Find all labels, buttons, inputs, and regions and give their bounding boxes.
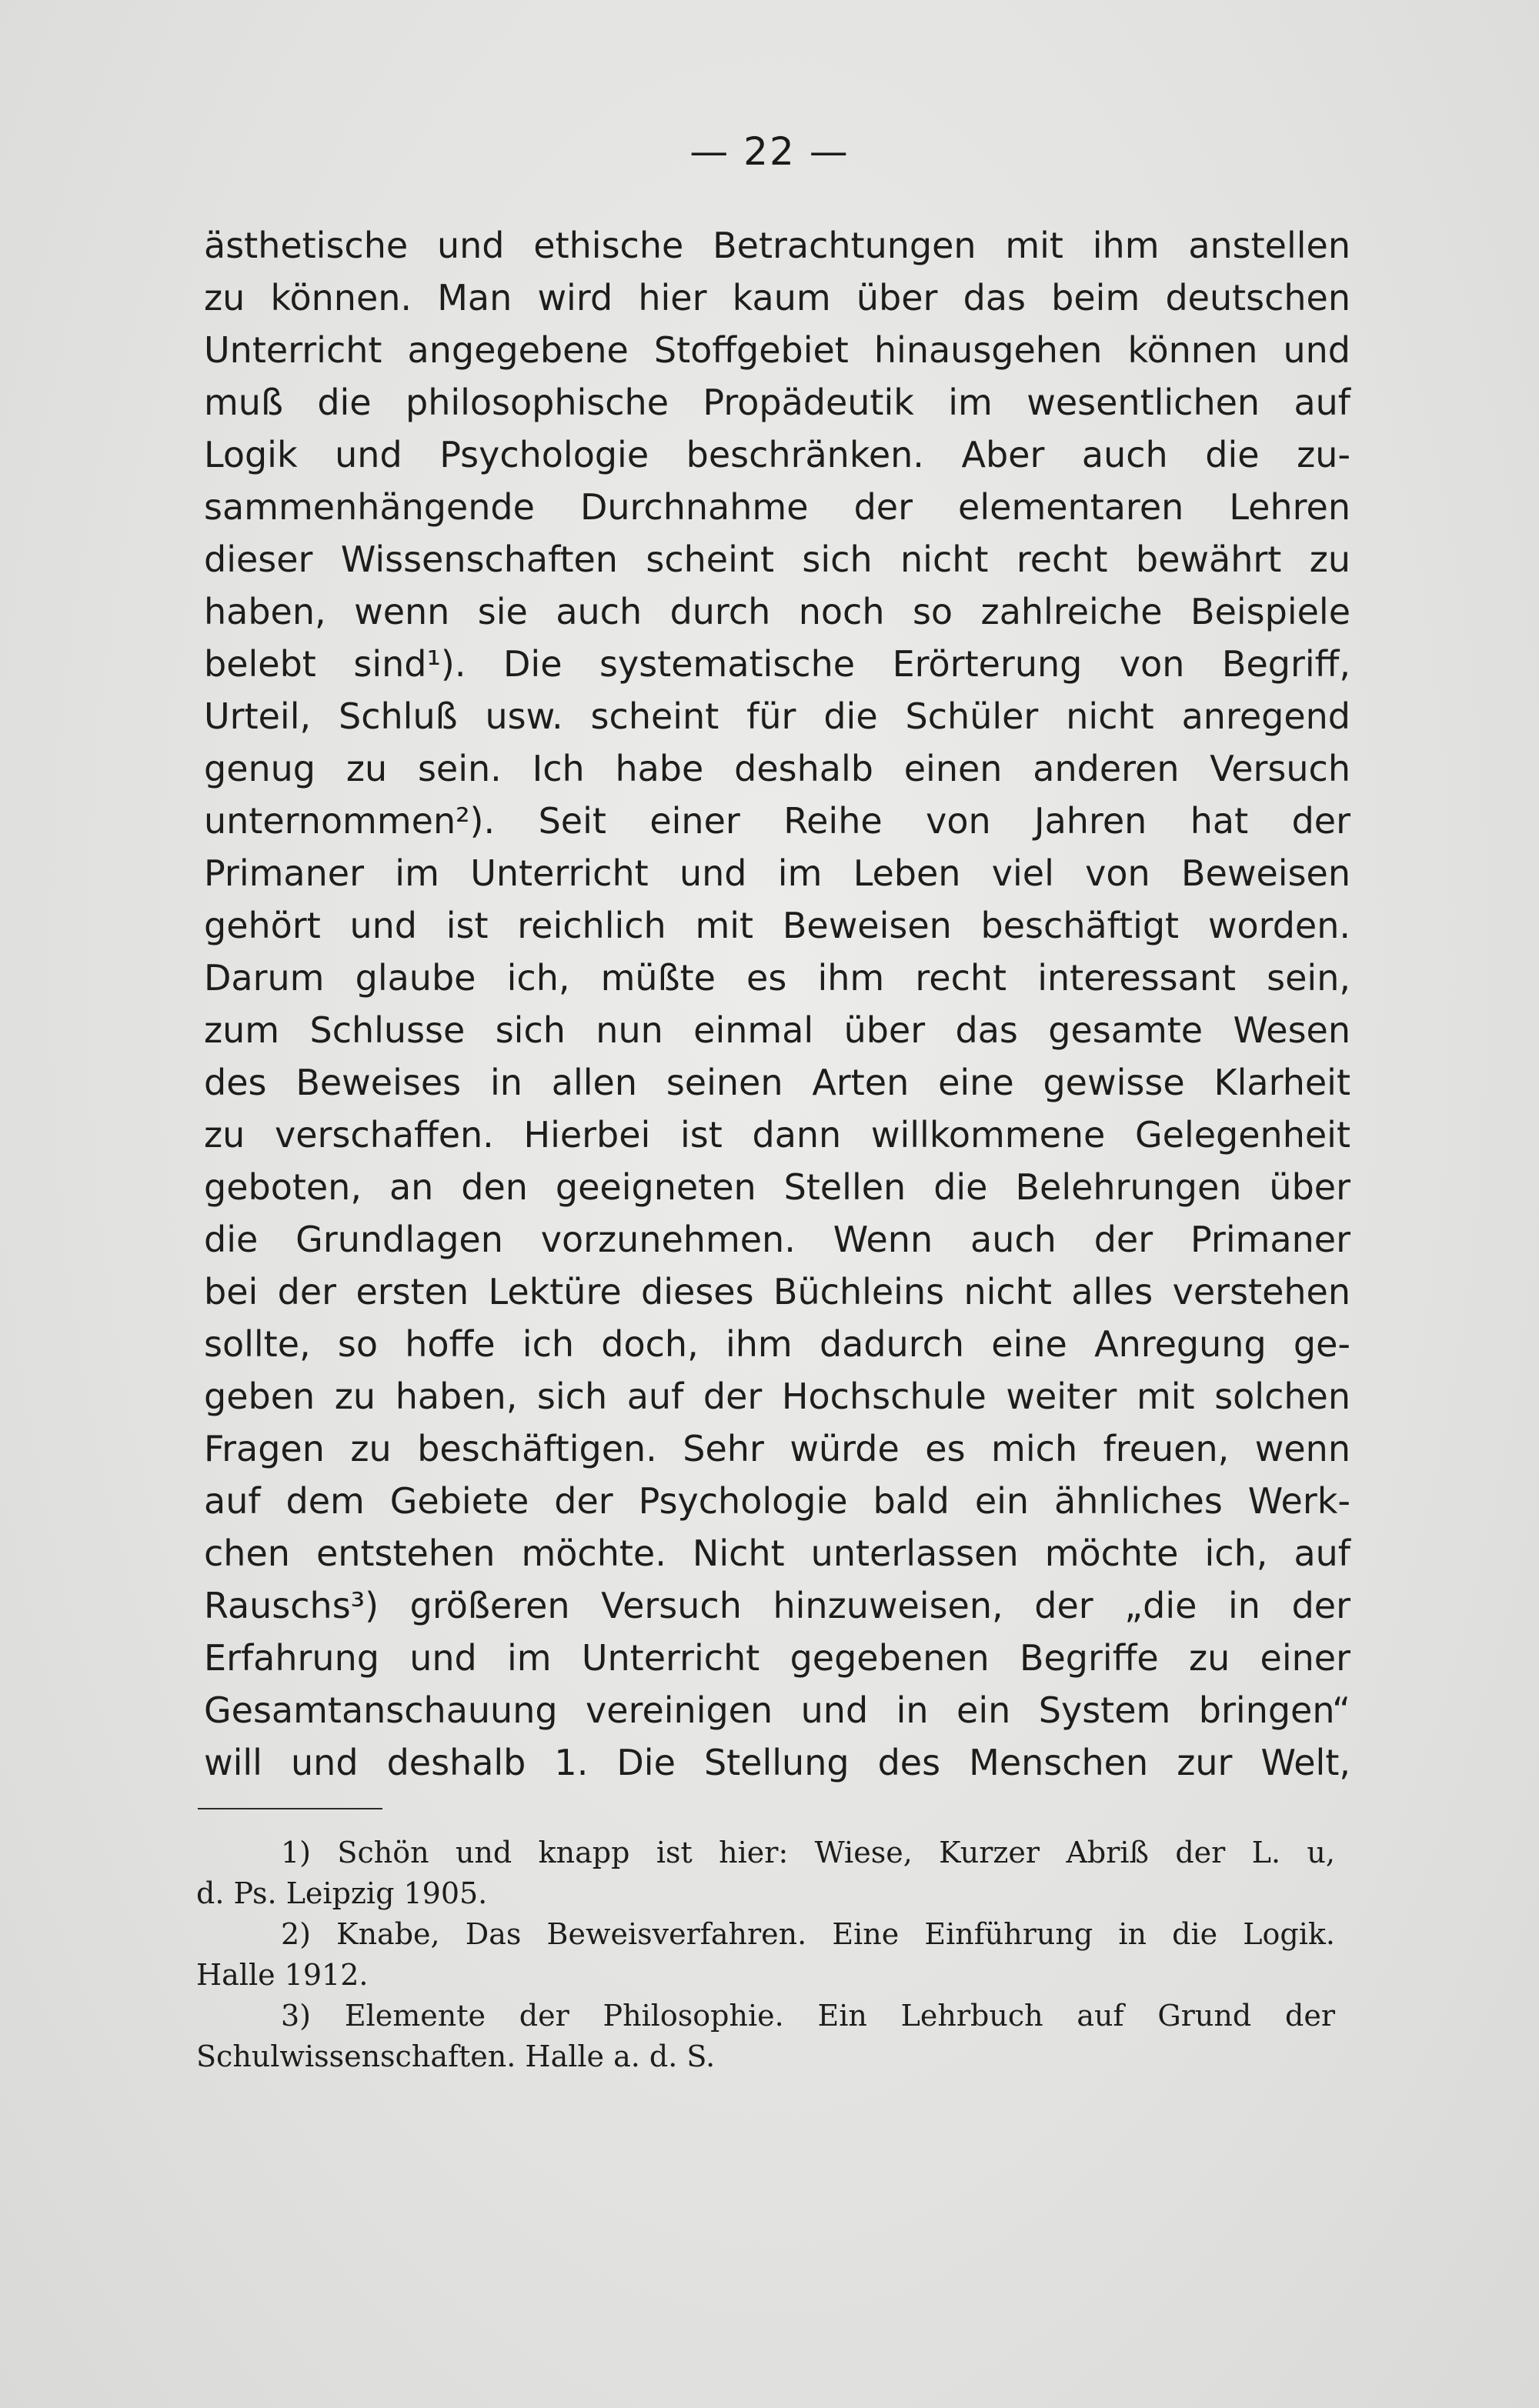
footnote-divider [198, 1808, 382, 1809]
text-line: Darum glaube ich, müßte es ihm recht interessant sein, [204, 957, 1350, 999]
text-line: zu verschaffen. Hierbei ist dann willkommene Gelegenheit [204, 1114, 1350, 1156]
text-line: dieser Wissenschaften scheint sich nicht recht bewährt zu [204, 539, 1350, 580]
text-line: belebt sind¹). Die systematische Erörterung von Begriff, [204, 643, 1350, 685]
footnotes [196, 1833, 1335, 2077]
footnote-line: Schulwissenschaften. Halle a. d. S. [196, 2039, 716, 2073]
text-line: Erfahrung und im Unterricht gegebenen Begriffe zu einer [204, 1637, 1350, 1679]
footnote-line: 1) Schön und knapp ist hier: Wiese, Kurzer Abriß der L. u, [281, 1836, 1335, 1869]
text-line: Gesamtanschauung vereinigen und in ein System bringen“ [204, 1689, 1350, 1731]
text-line: ästhetische und ethische Betrachtungen mit ihm anstellen [204, 225, 1350, 266]
footnote-line: 2) Knabe, Das Beweisverfahren. Eine Einführung in die Logik. [281, 1917, 1335, 1951]
text-line: sammenhängende Durchnahme der elementaren Lehren [204, 486, 1350, 528]
text-line: genug zu sein. Ich habe deshalb einen anderen Versuch [204, 748, 1350, 789]
text-line: Logik und Psychologie beschränken. Aber auch die zu- [204, 434, 1350, 475]
footnote-line: Halle 1912. [196, 1958, 369, 1992]
text-line: zum Schlusse sich nun einmal über das gesamte Wesen [204, 1009, 1350, 1051]
footnote-line: 3) Elemente der Philosophie. Ein Lehrbuch auf Grund der [281, 1999, 1335, 2033]
text-line: muß die philosophische Propädeutik im wesentlichen auf [204, 382, 1350, 423]
text-line: will und deshalb 1. Die Stellung des Menschen zur Welt, [204, 1742, 1350, 1783]
text-line: Rauschs³) größeren Versuch hinzuweisen, der „die in der [204, 1585, 1350, 1626]
text-line: Fragen zu beschäftigen. Sehr würde es mich freuen, wenn [204, 1428, 1350, 1469]
text-line: bei der ersten Lektüre dieses Büchleins nicht alles verstehen [204, 1271, 1350, 1312]
text-line: die Grundlagen vorzunehmen. Wenn auch der Primaner [204, 1219, 1350, 1260]
text-line: des Beweises in allen seinen Arten eine gewisse Klarheit [204, 1062, 1350, 1103]
page-number: — 22 — [689, 129, 850, 174]
footnote-line: d. Ps. Leipzig 1905. [196, 1876, 488, 1910]
main-text [204, 219, 1350, 1789]
text-line: unternommen²). Seit einer Reihe von Jahren hat der [204, 800, 1350, 842]
text-line: auf dem Gebiete der Psychologie bald ein ähnliches Werk- [204, 1480, 1350, 1522]
text-line: haben, wenn sie auch durch noch so zahlreiche Beispiele [204, 591, 1350, 632]
text-line: Unterricht angegebene Stoffgebiet hinausgehen können und [204, 329, 1350, 371]
text-line: Urteil, Schluß usw. scheint für die Schüler nicht anregend [204, 695, 1350, 737]
text-line: geben zu haben, sich auf der Hochschule weiter mit solchen [204, 1376, 1350, 1417]
text-line: zu können. Man wird hier kaum über das beim deutschen [204, 277, 1350, 319]
text-line: Primaner im Unterricht und im Leben viel von Beweisen [204, 852, 1350, 894]
text-line: geboten, an den geeigneten Stellen die Belehrungen über [204, 1166, 1350, 1208]
text-line: gehört und ist reichlich mit Beweisen beschäftigt worden. [204, 905, 1350, 946]
text-line: sollte, so hoffe ich doch, ihm dadurch eine Anregung ge- [204, 1323, 1350, 1365]
text-line: chen entstehen möchte. Nicht unterlassen möchte ich, auf [204, 1533, 1350, 1574]
